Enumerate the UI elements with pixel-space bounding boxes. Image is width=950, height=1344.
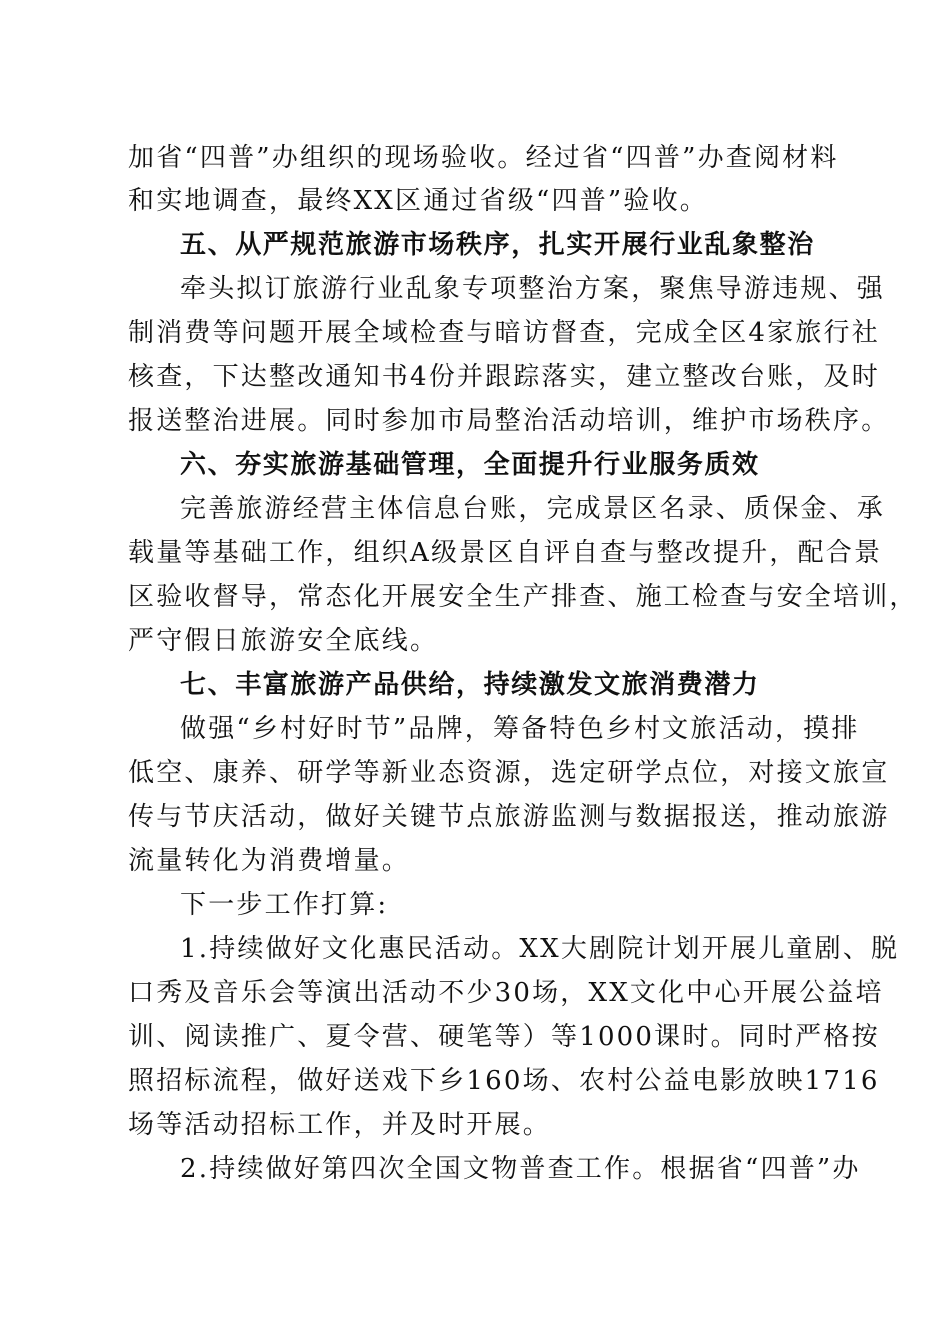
paragraph-line: 严守假日旅游安全底线。 <box>128 626 439 656</box>
paragraph-line: 做强“乡村好时节”品牌，筹备特色乡村文旅活动，摸排 <box>180 714 860 744</box>
paragraph-line: 场等活动招标工作，并及时开展。 <box>128 1110 552 1140</box>
paragraph-line: 载量等基础工作，组织A级景区自评自查与整改提升，配合景 <box>128 538 883 568</box>
paragraph-line: 照招标流程，做好送戏下乡160场、农村公益电影放映1716 <box>128 1066 880 1096</box>
paragraph-line: 完善旅游经营主体信息台账，完成景区名录、质保金、承 <box>180 494 886 524</box>
paragraph-line: 训、阅读推广、夏令营、硬笔等）等1000课时。同时严格按 <box>128 1022 880 1052</box>
paragraph-line: 区验收督导，常态化开展安全生产排查、施工检查与安全培训， <box>128 582 918 612</box>
section-heading-5: 五、从严规范旅游市场秩序，扎实开展行业乱象整治 <box>180 230 815 260</box>
paragraph-line: 口秀及音乐会等演出活动不少30场，XX文化中心开展公益培 <box>128 978 884 1008</box>
section-heading-7: 七、丰富旅游产品供给，持续激发文旅消费潜力 <box>180 670 760 700</box>
paragraph-line: 传与节庆活动，做好关键节点旅游监测与数据报送，推动旅游 <box>128 802 890 832</box>
paragraph-line: 1.持续做好文化惠民活动。XX大剧院计划开展儿童剧、脱 <box>180 934 900 964</box>
paragraph-line: 牵头拟订旅游行业乱象专项整治方案，聚焦导游违规、强 <box>180 274 886 304</box>
paragraph-line: 核查，下达整改通知书4份并跟踪落实，建立整改台账，及时 <box>128 362 880 392</box>
paragraph-line: 和实地调查，最终XX区通过省级“四普”验收。 <box>128 186 709 216</box>
paragraph-line: 低空、康养、研学等新业态资源，选定研学点位，对接文旅宣 <box>128 758 890 788</box>
paragraph-line: 2.持续做好第四次全国文物普查工作。根据省“四普”办 <box>180 1154 861 1184</box>
paragraph-line: 加省“四普”办组织的现场验收。经过省“四普”办查阅材料 <box>128 143 839 173</box>
paragraph-line: 报送整治进展。同时参加市局整治活动培训，维护市场秩序。 <box>128 406 890 436</box>
paragraph-line: 制消费等问题开展全域检查与暗访督查，完成全区4家旅行社 <box>128 318 880 348</box>
paragraph-line: 流量转化为消费增量。 <box>128 846 411 876</box>
next-steps-heading: 下一步工作打算: <box>180 890 389 920</box>
section-heading-6: 六、夯实旅游基础管理，全面提升行业服务质效 <box>180 450 760 480</box>
